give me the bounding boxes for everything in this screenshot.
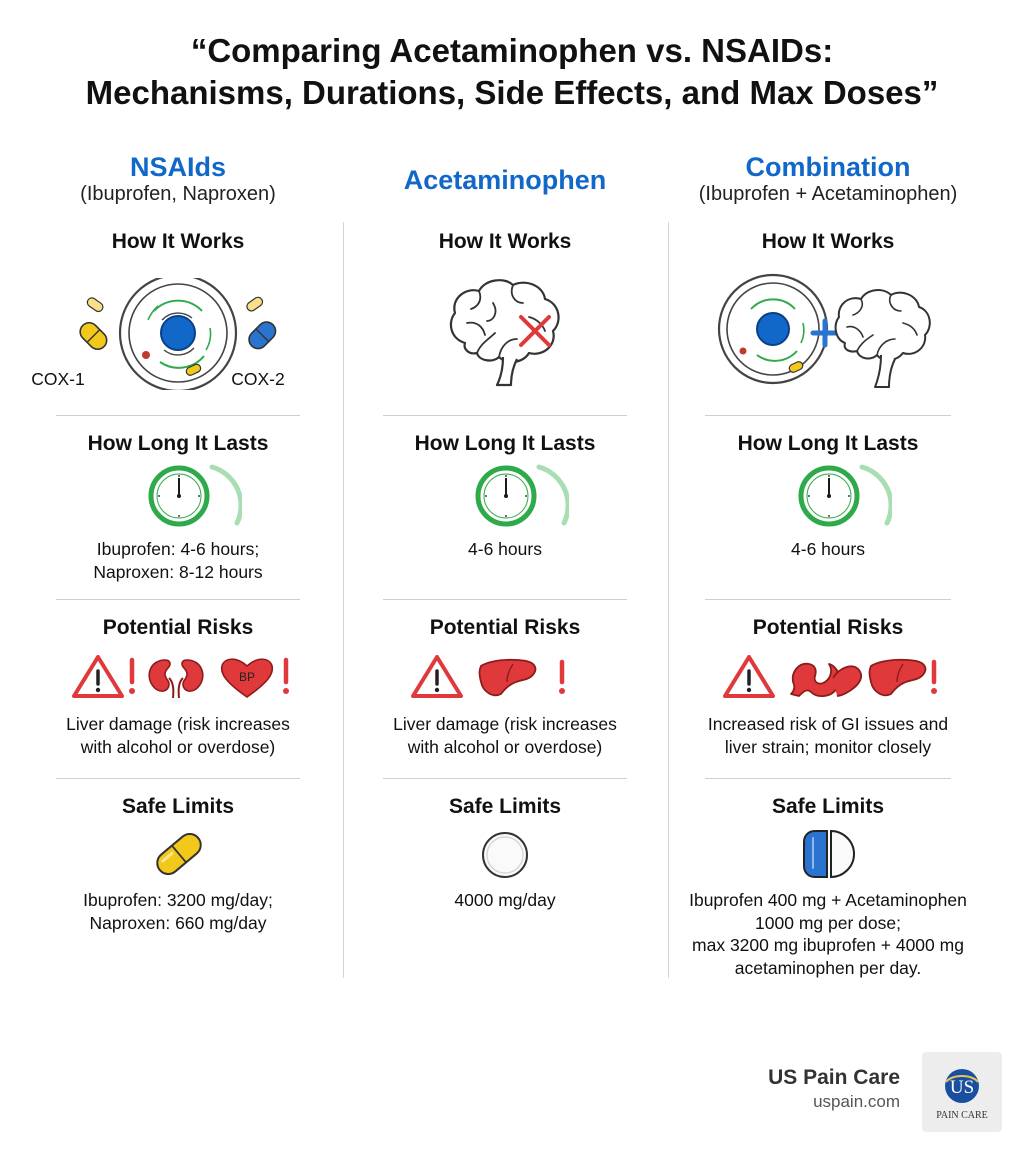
combination-mechanism-icon [717,273,939,395]
column-subtitle: (Ibuprofen, Naproxen) [80,183,276,205]
section-divider [383,415,627,416]
logo-caption: PAIN CARE [936,1110,988,1121]
risks-text: Increased risk of GI issues and liver strain; monitor closely [707,714,949,757]
title-line-2: Mechanisms, Durations, Side Effects, and Max Doses” [85,74,939,111]
how-it-works-title: How It Works [761,230,895,253]
brain-icon [443,273,567,393]
section-divider [56,415,300,416]
section-divider [56,778,300,779]
column-name: NSAIds [129,152,227,182]
risks-title: Potential Risks [102,616,254,639]
section-divider [705,415,951,416]
cox-1-label: COX-1 [31,369,85,389]
pill-icon [150,826,208,882]
liver-icon [480,660,536,696]
stomach-icon [791,664,861,696]
heart-icon [222,659,273,697]
risks-text: Liver damage (risk increases with alcohol or overdose) [393,714,617,757]
brand-name: US Pain Care [768,1066,900,1089]
logo-icon [922,1052,1002,1132]
logo-letters: US [949,1077,975,1098]
limits-text: Ibuprofen 400 mg + Acetaminophen 1000 mg per dose; max 3200 mg ibuprofen + 4000 mg acetaminophen per day. [689,890,967,978]
duration-text: Ibuprofen: 4-6 hours; Naproxen: 8-12 hours [93,539,263,582]
limits-title: Safe Limits [771,795,885,818]
column-divider-1 [343,222,344,978]
column-divider-2 [668,222,669,978]
limits-title: Safe Limits [121,795,235,818]
duration-text: 4-6 hours [791,539,865,559]
duration-title: How Long It Lasts [737,432,919,455]
title-line-1: “Comparing Acetaminophen vs. NSAIDs: [190,32,834,69]
how-it-works-title: How It Works [111,230,245,253]
warning-icon [413,657,461,696]
column-name: Acetaminophen [403,165,607,195]
column-subtitle: (Ibuprofen + Acetaminophen) [698,183,958,205]
risk-icons [721,652,947,700]
risk-icons [70,652,300,700]
risks-text: Liver damage (risk increases with alcohol or overdose) [66,714,290,757]
bp-badge: BP [238,670,256,684]
column-name: Combination [745,152,911,182]
pill-icon [801,828,857,880]
cell-icon [719,275,827,383]
brain-icon [836,290,930,387]
section-divider [705,778,951,779]
clock-icon [473,463,569,529]
brand-logo [922,1052,1002,1132]
clock-icon [146,463,242,529]
duration-text: 4-6 hours [468,539,542,559]
section-divider [56,599,300,600]
liver-icon [870,660,926,696]
brand-block [768,1066,900,1112]
warning-icon [725,657,773,696]
section-divider [383,778,627,779]
tablet-icon [480,830,530,880]
risks-title: Potential Risks [752,616,904,639]
duration-title: How Long It Lasts [87,432,269,455]
limits-title: Safe Limits [448,795,562,818]
risk-icons [409,652,579,700]
warning-icon [74,657,122,696]
limits-text: 4000 mg/day [454,890,556,910]
section-divider [705,599,951,600]
section-divider [383,599,627,600]
clock-icon [796,463,892,529]
kidney-icon [149,660,203,698]
cox-2-label: COX-2 [231,369,285,389]
duration-title: How Long It Lasts [414,432,596,455]
brand-url[interactable]: uspain.com [813,1092,900,1111]
how-it-works-title: How It Works [438,230,572,253]
limits-text: Ibuprofen: 3200 mg/day; Naproxen: 660 mg/day [83,890,273,933]
risks-title: Potential Risks [429,616,581,639]
page-title [0,30,1024,114]
